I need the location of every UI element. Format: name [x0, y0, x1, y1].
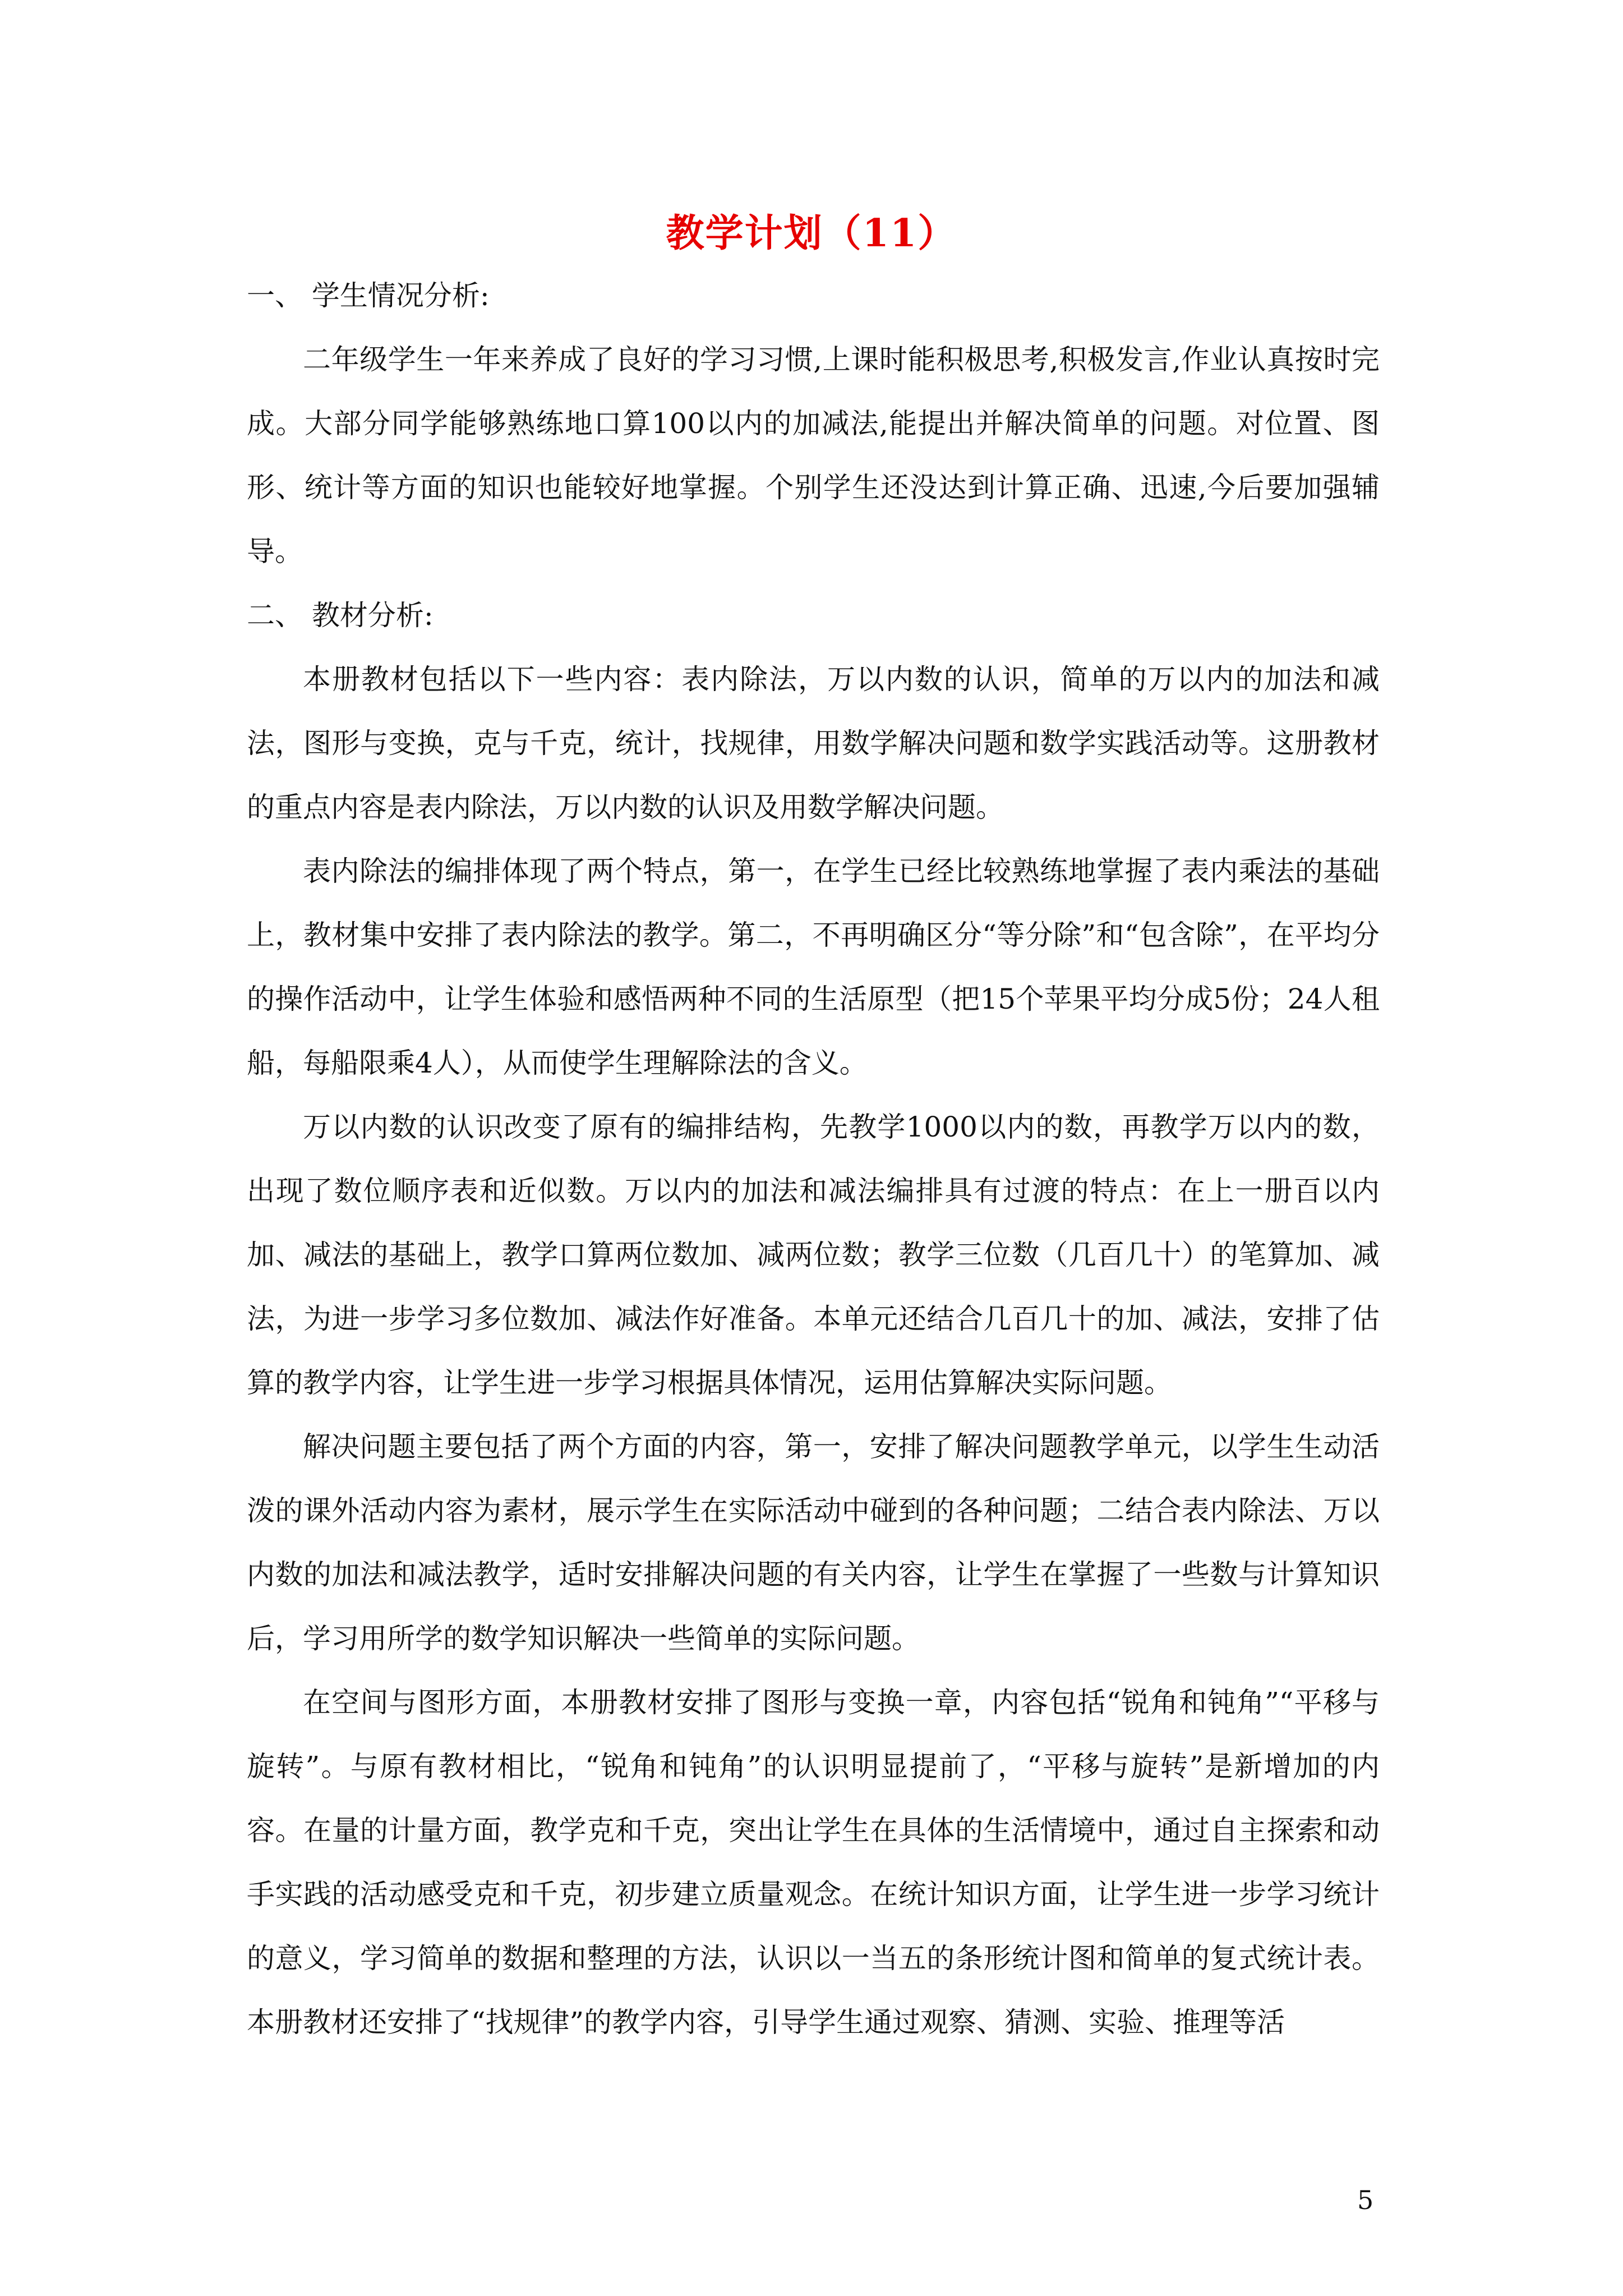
page-number: 5 [1357, 2185, 1374, 2215]
paragraph: 二年级学生一年来养成了良好的学习习惯,上课时能积极思考,积极发言,作业认真按时完成。大部分同学能够熟练地口算100以内的加减法,能提出并解决简单的问题。对位置、图形、统计等方面的知识也能较好地掌握。个别学生还没达到计算正确、迅速,今后要加强辅导。 [247, 343, 1380, 568]
paragraph: 解决问题主要包括了两个方面的内容，第一，安排了解决问题教学单元，以学生生动活泼的课外活动内容为素材，展示学生在实际活动中碰到的各种问题；二结合表内除法、万以内数的加法和减法教学，适时安排解决问题的有关内容，让学生在掌握了一些数与计算知识后，学习用所学的数学知识解决一些简单的实际问题。 [247, 1430, 1380, 1655]
paragraph: 万以内数的认识改变了原有的编排结构，先教学1000以内的数，再教学万以内的数，出现了数位顺序表和近似数。万以内的加法和减法编排具有过渡的特点：在上一册百以内加、减法的基础上，教学口算两位数加、减两位数；教学三位数（几百几十）的笔算加、减法，为进一步学习多位数加、减法作好准备。本单元还结合几百几十的加、减法，安排了估算的教学内容，让学生进一步学习根据具体情况，运用估算解决实际问题。 [247, 1111, 1380, 1399]
paragraph: 表内除法的编排体现了两个特点，第一，在学生已经比较熟练地掌握了表内乘法的基础上，教材集中安排了表内除法的教学。第二，不再明确区分“等分除”和“包含除”，在平均分的操作活动中，让学生体验和感悟两种不同的生活原型（把15个苹果平均分成5份；24人租船，每船限乘4人），从而使学生理解除法的含义。 [247, 855, 1380, 1079]
section-heading-student-analysis: 一、 学生情况分析: [247, 279, 490, 312]
paragraph: 在空间与图形方面，本册教材安排了图形与变换一章，内容包括“锐角和钝角”“平移与旋转”。与原有教材相比，“锐角和钝角”的认识明显提前了，“平移与旋转”是新增加的内容。在量的计量方面，教学克和千克，突出让学生在具体的生活情境中，通过自主探索和动手实践的活动感受克和千克，初步建立质量观念。在统计知识方面，让学生进一步学习统计的意义，学习简单的数据和整理的方法，认识以一当五的条形统计图和简单的复式统计表。本册教材还安排了“找规律”的教学内容，引导学生通过观察、猜测、实验、推理等活 [247, 1686, 1380, 2039]
section-heading-textbook-analysis: 二、 教材分析: [247, 599, 434, 632]
document-body [247, 264, 1380, 2054]
paragraph: 本册教材包括以下一些内容：表内除法，万以内数的认识，简单的万以内的加法和减法，图形与变换，克与千克，统计，找规律，用数学解决问题和数学实践活动等。这册教材的重点内容是表内除法，万以内数的认识及用数学解决问题。 [247, 663, 1380, 823]
document-title: 教学计划（11） [666, 211, 957, 256]
